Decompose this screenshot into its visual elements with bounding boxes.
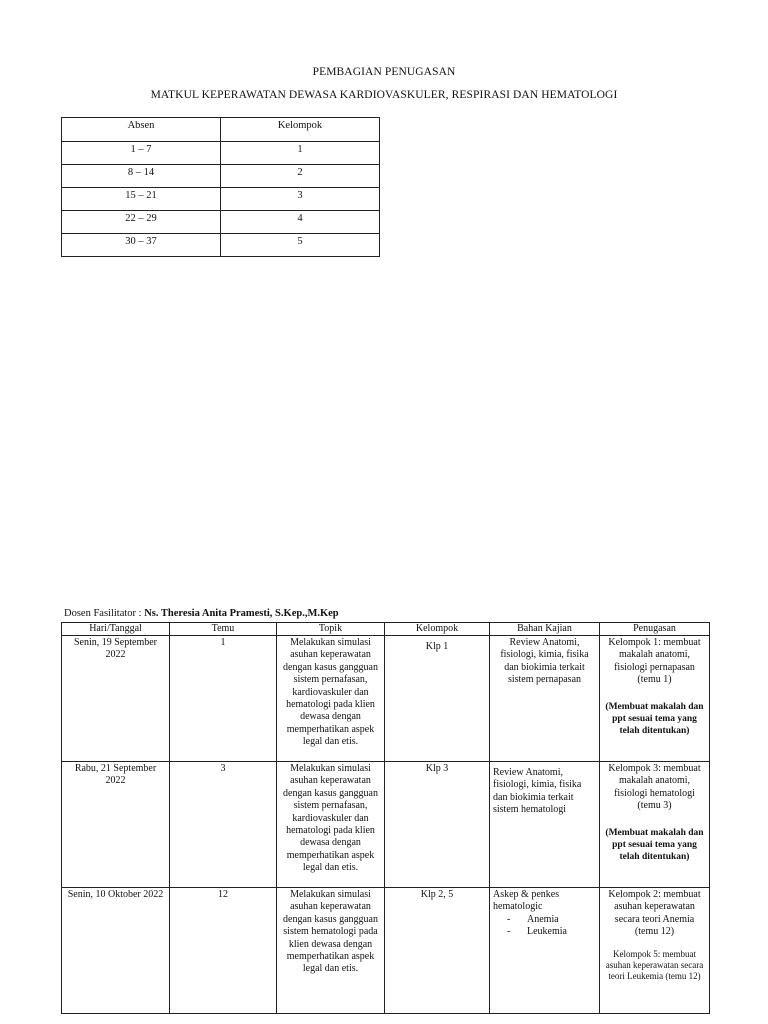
row-date: Rabu, 21 September 2022 (62, 762, 170, 888)
fasilitator-label: Dosen Fasilitator : (64, 608, 145, 619)
fasilitator-name: Ns. Theresia Anita Pramesti, S.Kep.,M.Kep (144, 608, 339, 619)
row-date: Senin, 10 Oktober 2022 (62, 888, 170, 1014)
schedule-table (61, 622, 710, 1014)
header-hari-tanggal: Hari/Tanggal (62, 623, 170, 636)
bahan-text: Askep & penkes hematologic (493, 889, 560, 913)
table-row (62, 762, 710, 888)
kelompok-number: 2 (221, 165, 380, 188)
list-item: - Anemia (503, 914, 596, 926)
absen-range: 22 – 29 (62, 211, 221, 234)
absen-range: 1 – 7 (62, 142, 221, 165)
table-row (62, 165, 380, 188)
row-topik: Melakukan simulasi asuhan keperawatan dengan kasus gangguan sistem pernafasan, kardiovaskuler dan hematologi pada klien dewasa dengan memperhatikan aspek legal dan etis. (277, 762, 385, 888)
row-kelompok: Klp 3 (385, 762, 490, 888)
table-header-row (62, 118, 380, 142)
kelompok-number: 4 (221, 211, 380, 234)
row-penugasan (600, 762, 710, 888)
table-row (62, 142, 380, 165)
penugasan-text: Kelompok 2: membuat asuhan keperawatan secara teori Anemia (temu 12) (608, 889, 701, 938)
row-temu: 3 (170, 762, 277, 888)
row-bahan-kajian: Review Anatomi, fisiologi, kimia, fisika dan biokimia terkait sistem pernapasan (490, 636, 600, 762)
kelompok-number: 5 (221, 234, 380, 257)
header-temu: Temu (170, 623, 277, 636)
document-title: PEMBAGIAN PENUGASAN (312, 66, 456, 78)
list-item: - Leukemia (503, 926, 596, 938)
bahan-list (493, 914, 596, 939)
absen-range: 8 – 14 (62, 165, 221, 188)
kelompok-label: Klp 1 (425, 641, 449, 652)
bahan-text: Review Anatomi, fisiologi, kimia, fisika dan biokimia terkait sistem hematologi (493, 767, 582, 816)
penugasan-note: (Membuat makalah dan ppt sesuai tema yang telah ditentukan) (605, 701, 704, 737)
header-absen: Absen (62, 118, 221, 142)
row-kelompok: Klp 2, 5 (385, 888, 490, 1014)
kelompok-number: 3 (221, 188, 380, 211)
penugasan-text: Kelompok 3: membuat makalah anatomi, fisiologi hematologi (temu 3) (608, 763, 701, 812)
row-penugasan (600, 888, 710, 1014)
table-row (62, 211, 380, 234)
header-topik: Topik (277, 623, 385, 636)
absen-range: 30 – 37 (62, 234, 221, 257)
row-date: Senin, 19 September 2022 (62, 636, 170, 762)
table-row (62, 188, 380, 211)
document-subtitle: MATKUL KEPERAWATAN DEWASA KARDIOVASKULER, RESPIRASI DAN HEMATOLOGI (150, 89, 618, 101)
table-header-row (62, 623, 710, 636)
row-bahan-kajian (490, 888, 600, 1014)
penugasan-note: (Membuat makalah dan ppt sesuai tema yang telah ditentukan) (605, 827, 704, 863)
row-kelompok (385, 636, 490, 762)
header-penugasan: Penugasan (600, 623, 710, 636)
absen-table (61, 117, 380, 257)
penugasan-text: Kelompok 1: membuat makalah anatomi, fisiologi pernapasan (temu 1) (608, 637, 701, 686)
table-row (62, 888, 710, 1014)
row-penugasan (600, 636, 710, 762)
header-bahan-kajian: Bahan Kajian (490, 623, 600, 636)
penugasan-note: Kelompok 5: membuat asuhan keperawatan secara teori Leukemia (temu 12) (605, 948, 704, 981)
row-topik: Melakukan simulasi asuhan keperawatan dengan kasus gangguan sistem pernafasan, kardiovaskuler dan hematologi pada klien dewasa dengan memperhatikan aspek legal dan etis. (277, 636, 385, 762)
fasilitator-line (64, 608, 339, 619)
absen-range: 15 – 21 (62, 188, 221, 211)
table-row (62, 234, 380, 257)
row-topik: Melakukan simulasi asuhan keperawatan dengan kasus gangguan sistem hematologi pada klien dewasa dengan memperhatikan aspek legal dan etis. (277, 888, 385, 1014)
header-kelompok: Kelompok (385, 623, 490, 636)
kelompok-number: 1 (221, 142, 380, 165)
row-temu: 12 (170, 888, 277, 1014)
row-bahan-kajian (490, 762, 600, 888)
row-temu: 1 (170, 636, 277, 762)
table-row (62, 636, 710, 762)
header-kelompok: Kelompok (221, 118, 380, 142)
